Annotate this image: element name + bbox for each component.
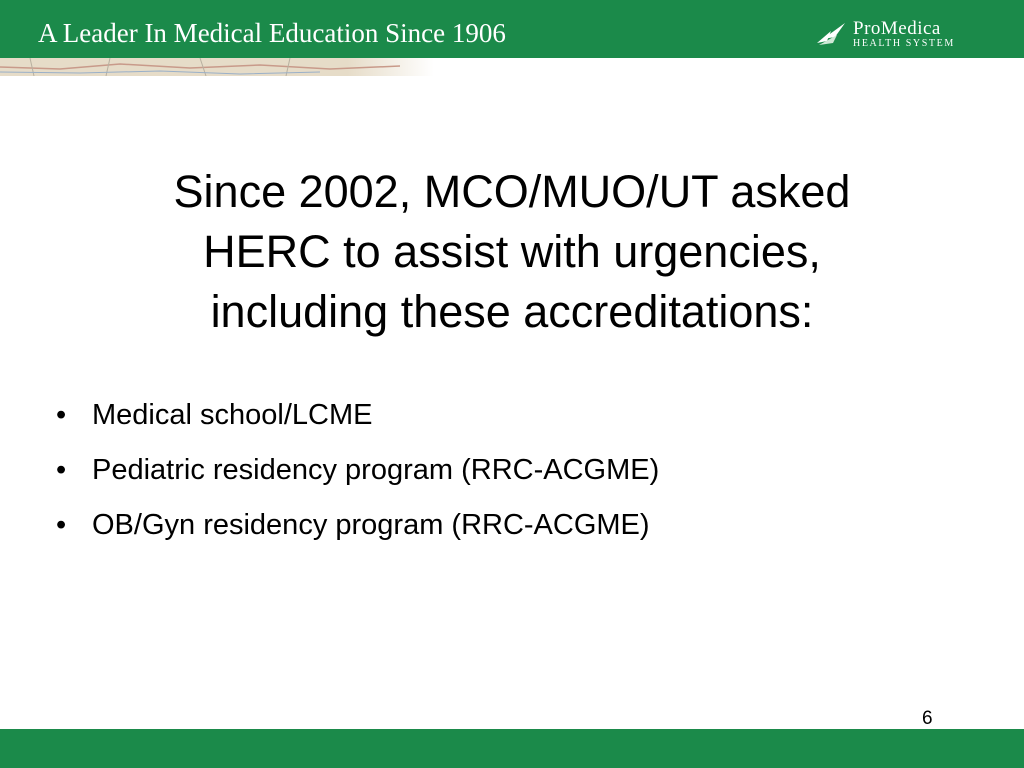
bird-logo-icon — [815, 21, 849, 47]
bullet-glyph: • — [56, 509, 67, 541]
bullet-glyph: • — [56, 454, 67, 486]
bullet-list — [56, 388, 956, 553]
header-band — [0, 0, 1024, 58]
logo-subtitle: HEALTH SYSTEM — [853, 38, 955, 49]
logo-name: ProMedica — [853, 18, 941, 39]
footer-band — [0, 729, 1024, 768]
title-line: HERC to assist with urgencies, — [203, 226, 821, 277]
title-line: Since 2002, MCO/MUO/UT asked — [173, 166, 851, 217]
bullet-text: Medical school/LCME — [92, 399, 373, 431]
map-strip-image — [0, 58, 434, 76]
bullet-item — [56, 388, 956, 443]
page-number: 6 — [922, 708, 933, 729]
header-tagline: A Leader In Medical Education Since 1906 — [38, 18, 506, 48]
bullet-glyph: • — [56, 399, 67, 431]
bullet-item — [56, 498, 956, 553]
bullet-item — [56, 443, 956, 498]
bullet-text: OB/Gyn residency program (RRC-ACGME) — [92, 509, 650, 541]
bullet-text: Pediatric residency program (RRC-ACGME) — [92, 454, 660, 486]
promedica-logo — [815, 17, 1000, 51]
slide-title — [60, 162, 964, 342]
title-line: including these accreditations: — [210, 286, 814, 337]
